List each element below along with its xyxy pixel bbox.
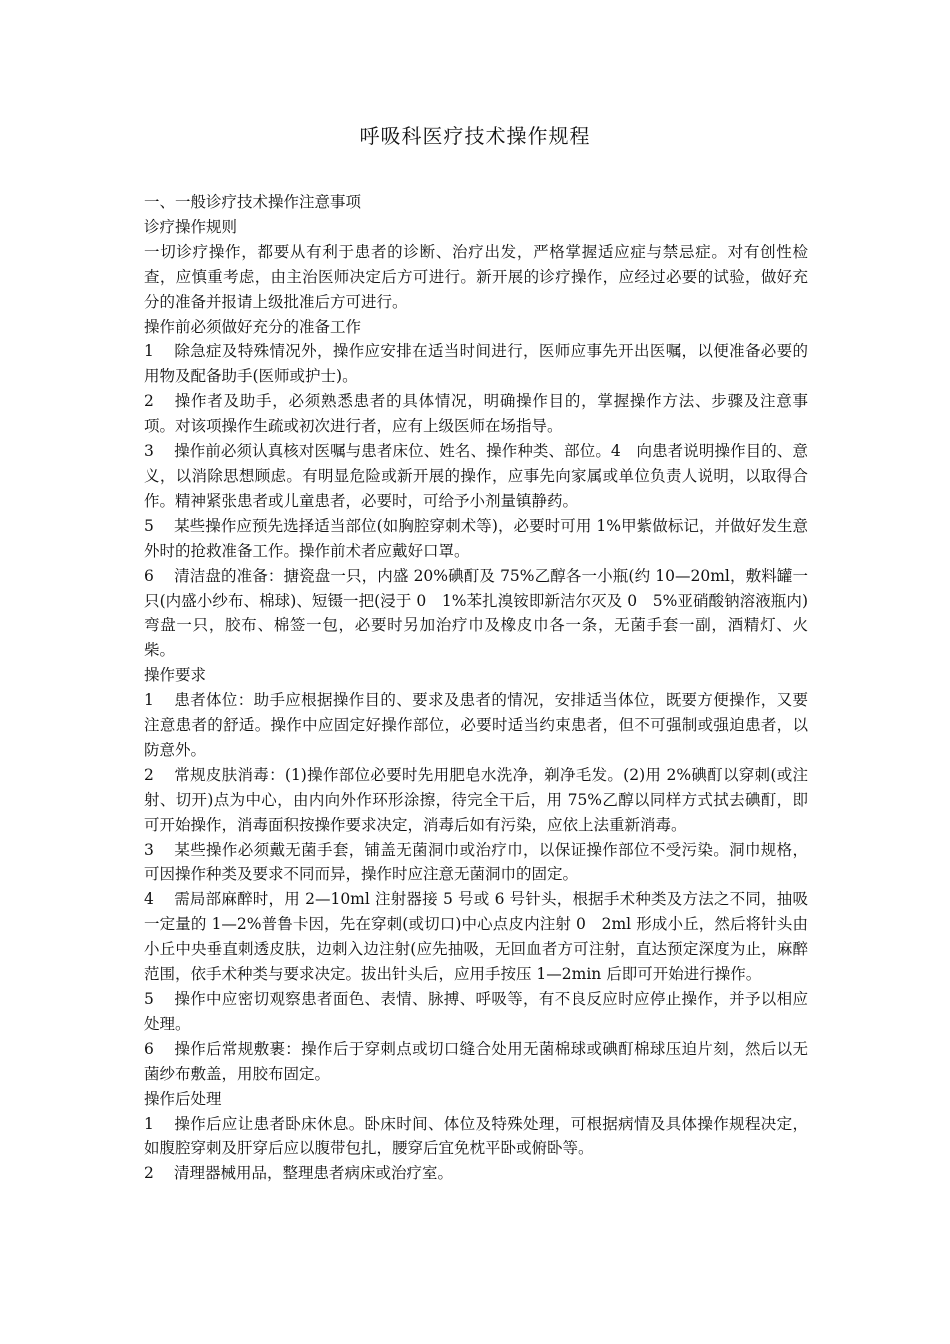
requirement-item xyxy=(144,838,808,888)
item-text: 某些操作应预先选择适当部位(如胸腔穿刺术等)，必要时可用 1%甲紫做标记，并做好发生意外时的抢救准备工作。操作前术者应戴好口罩。 xyxy=(144,516,808,560)
document-body xyxy=(144,190,808,1186)
item-number: 1 xyxy=(144,1114,154,1133)
document-title: 呼吸科医疗技术操作规程 xyxy=(359,124,591,148)
prep-heading: 操作前必须做好充分的准备工作 xyxy=(144,317,362,336)
item-text: 除急症及特殊情况外，操作应安排在适当时间进行，医师应事先开出医嘱，以便准备必要的用物及配备助手(医师或护士)。 xyxy=(144,342,808,386)
post-item xyxy=(144,1161,808,1186)
item-number: 5 xyxy=(144,990,154,1008)
item-number: 2 xyxy=(144,392,154,411)
intro-paragraph: 一切诊疗操作，都要从有利于患者的诊断、治疗出发，严格掌握适应症与禁忌症。对有创性检查，应慎重考虑，由主治医师决定后方可进行。新开展的诊疗操作，应经过必要的试验，做好充分的准备并报请上级批准后方可进行。 xyxy=(144,242,808,311)
item-number: 5 xyxy=(144,516,154,535)
item-text: 操作者及助手，必须熟悉患者的具体情况，明确操作目的，掌握操作方法、步骤及注意事项。对该项操作生疏或初次进行者，应有上级医师在场指导。 xyxy=(144,392,808,436)
item-text: 常规皮肤消毒：(1)操作部位必要时先用肥皂水洗净，剃净毛发。(2)用 2%碘酊以穿刺(或注射、切开)点为中心，由内向外作环形涂擦，待完全干后，用 75%乙醇以同样方式拭去碘酊，即可开始操作，消毒面积按操作要求决定，消毒后如有污染，应依上法重新消毒。 xyxy=(144,765,808,834)
prep-item xyxy=(144,564,808,664)
subsection-heading: 诊疗操作规则 xyxy=(144,217,238,236)
item-text: 清理器械用品，整理患者病床或治疗室。 xyxy=(174,1164,454,1183)
item-number: 6 xyxy=(144,566,154,585)
post-item xyxy=(144,1112,808,1162)
item-number: 3 xyxy=(144,840,154,859)
section-heading: 一、一般诊疗技术操作注意事项 xyxy=(144,193,362,211)
prep-item xyxy=(144,439,808,514)
post-heading: 操作后处理 xyxy=(144,1089,222,1108)
item-text: 操作中应密切观察患者面色、表情、脉搏、呼吸等，有不良反应时应停止操作，并予以相应处理。 xyxy=(144,990,808,1033)
item-number: 2 xyxy=(144,765,154,784)
item-text: 清洁盘的准备：搪瓷盘一只，内盛 20%碘酊及 75%乙醇各一小瓶(约 10—20ml，敷料罐一只(内盛小纱布、棉球)、短镊一把(浸于 0 1%苯扎溴铵即新洁尔灭及 0 5%亚硝酸钠溶液瓶内)弯盘一只，胶布、棉签一包，必要时另加治疗巾及橡皮巾各一条，无菌手套一副，酒精灯、火柴。 xyxy=(144,566,808,660)
prep-item xyxy=(144,514,808,564)
requirements-heading: 操作要求 xyxy=(144,666,207,685)
item-number: 6 xyxy=(144,1039,154,1058)
requirement-item xyxy=(144,987,808,1037)
prep-item xyxy=(144,389,808,439)
requirement-item xyxy=(144,688,808,763)
item-text: 操作后常规敷裹：操作后于穿刺点或切口缝合处用无菌棉球或碘酊棉球压迫片刻，然后以无菌纱布敷盖，用胶布固定。 xyxy=(144,1039,808,1083)
prep-item xyxy=(144,339,808,389)
item-number: 3 xyxy=(144,442,154,461)
item-number: 1 xyxy=(144,691,154,710)
requirement-item xyxy=(144,887,808,987)
item-number: 4 xyxy=(144,890,154,909)
requirement-item xyxy=(144,763,808,838)
requirement-item xyxy=(144,1037,808,1087)
item-text: 某些操作必须戴无菌手套，铺盖无菌洞巾或治疗巾，以保证操作部位不受污染。洞巾规格，可因操作种类及要求不同而异，操作时应注意无菌洞巾的固定。 xyxy=(144,840,808,884)
item-text: 患者体位：助手应根据操作目的、要求及患者的情况，安排适当体位，既要方便操作，又要注意患者的舒适。操作中应固定好操作部位，必要时适当约束患者，但不可强制或强迫患者，以防意外。 xyxy=(144,691,808,759)
item-number: 2 xyxy=(144,1164,154,1183)
item-text: 操作前必须认真核对医嘱与患者床位、姓名、操作种类、部位。4 向患者说明操作目的、意义，以消除思想顾虑。有明显危险或新开展的操作，应事先向家属或单位负责人说明，以取得合作。精神紧张患者或儿童患者，必要时，可给予小剂量镇静药。 xyxy=(144,442,808,510)
item-number: 1 xyxy=(144,342,154,361)
item-text: 操作后应让患者卧床休息。卧床时间、体位及特殊处理，可根据病情及具体操作规程决定，如腹腔穿刺及肝穿后应以腹带包扎，腰穿后宜免枕平卧或俯卧等。 xyxy=(144,1114,808,1158)
item-text: 需局部麻醉时，用 2—10ml 注射器接 5 号或 6 号针头，根据手术种类及方法之不同，抽吸一定量的 1—2%普鲁卡因，先在穿刺(或切口)中心点皮内注射 0 2ml 形成小丘，然后将针头由小丘中央垂直刺透皮肤，边刺入边注射(应先抽吸，无回血者方可注射，直达预定深度为止，麻醉范围，依手术种类与要求决定。拔出针头后，应用手按压 1—2min 后即可开始进行操作。 xyxy=(144,890,808,984)
